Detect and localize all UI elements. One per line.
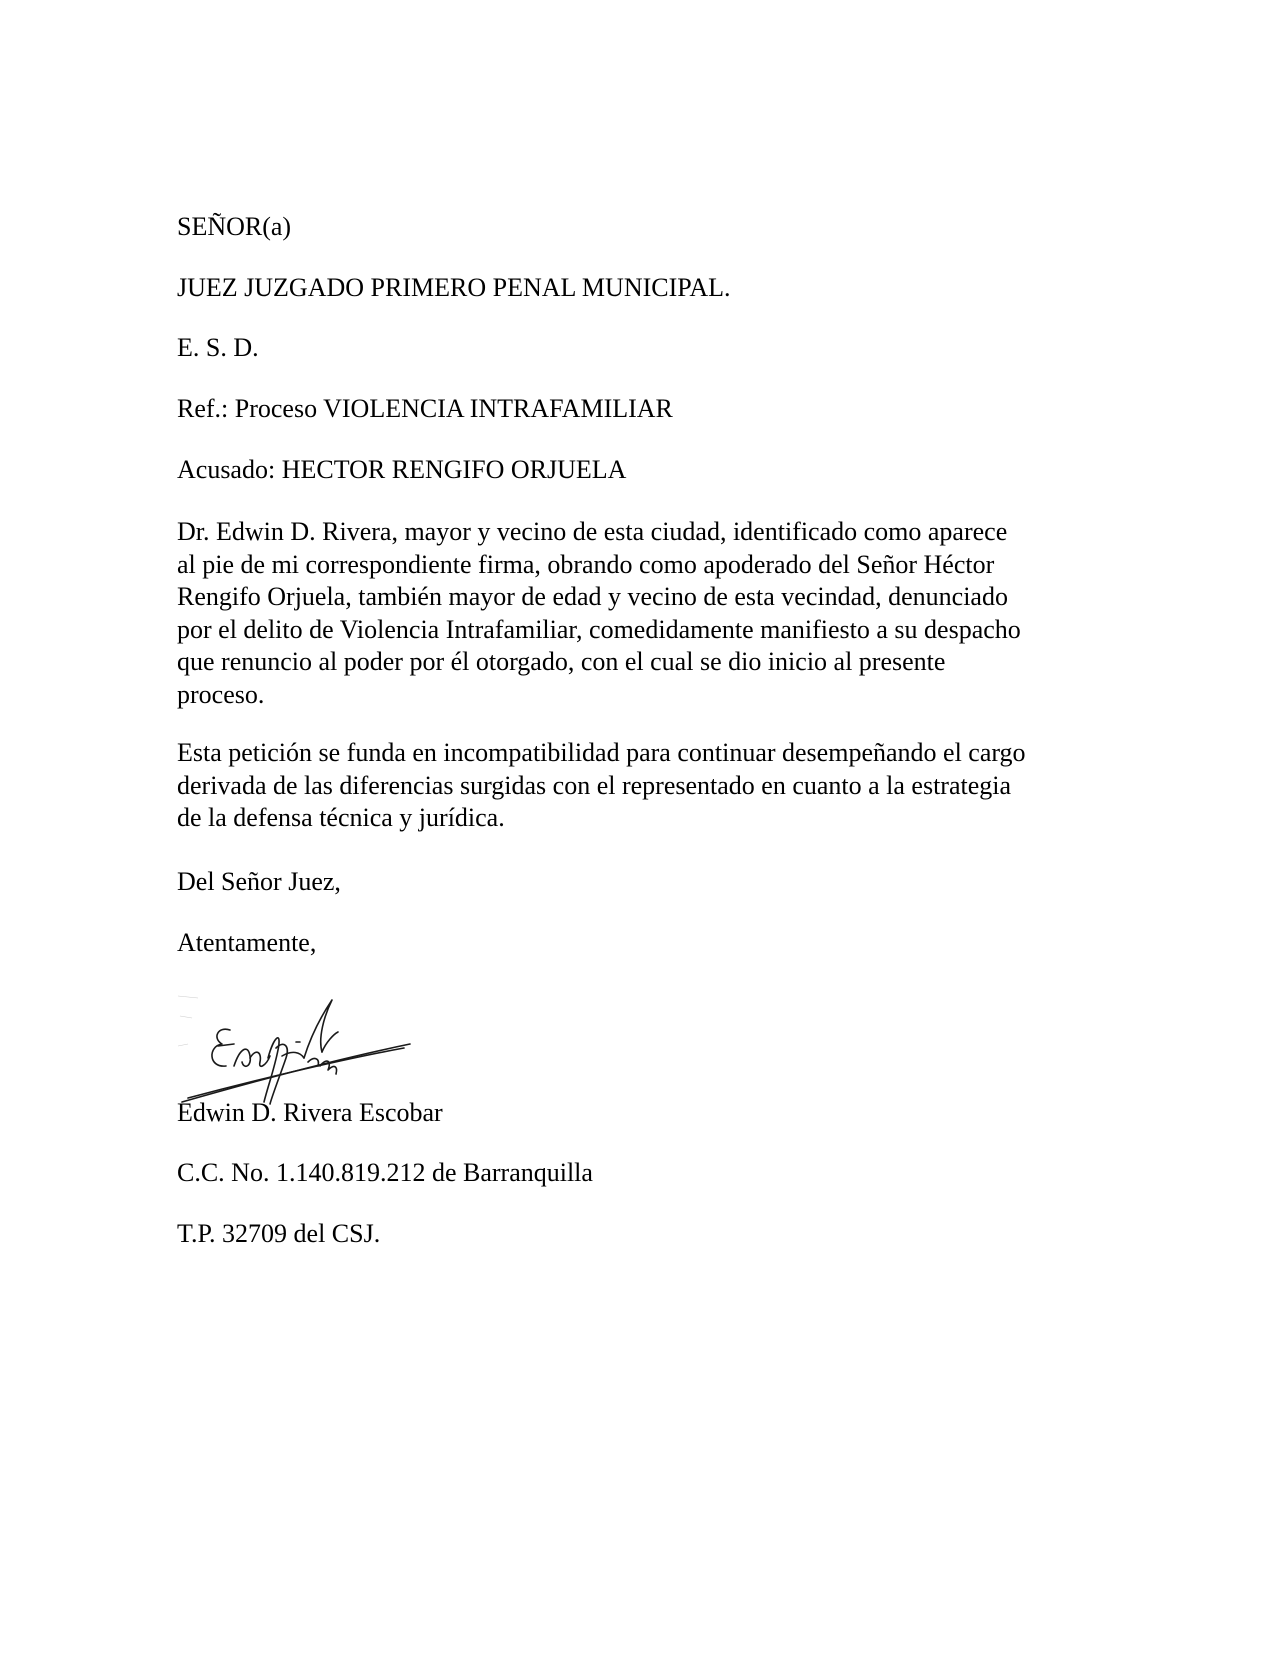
professional-card: T.P. 32709 del CSJ. — [177, 1219, 381, 1248]
accused-line: Acusado: HECTOR RENGIFO ORJUELA — [177, 455, 627, 484]
paragraph-line: proceso. — [177, 679, 265, 709]
paragraph-line: que renuncio al poder por él otorgado, con el cual se dio inicio al presente — [177, 647, 946, 676]
signature-icon — [178, 986, 418, 1106]
esd-line: E. S. D. — [177, 333, 259, 362]
paragraph-line: de la defensa técnica y jurídica. — [177, 803, 505, 832]
handwritten-signature — [178, 986, 418, 1106]
salutation: SEÑOR(a) — [177, 212, 292, 241]
reference-line: Ref.: Proceso VIOLENCIA INTRAFAMILIAR — [177, 394, 673, 423]
body-paragraph-1 — [177, 516, 1107, 711]
paragraph-line: Esta petición se funda en incompatibilidad para continuar desempeñando el cargo — [177, 738, 1026, 767]
paragraph-line: por el delito de Violencia Intrafamiliar, comedidamente manifiesto a su despacho — [177, 614, 1021, 644]
closing-line-1: Del Señor Juez, — [177, 867, 341, 896]
body-paragraph-2 — [177, 737, 1107, 835]
paragraph-line: Rengifo Orjuela, también mayor de edad y vecino de esta vecindad, denunciado — [177, 582, 1008, 611]
signer-name: Edwin D. Rivera Escobar — [177, 1098, 443, 1127]
paragraph-line: derivada de las diferencias surgidas con el representado en cuanto a la estrategia — [177, 770, 1012, 800]
paragraph-line: al pie de mi correspondiente firma, obrando como apoderado del Señor Héctor — [177, 549, 995, 579]
id-number: C.C. No. 1.140.819.212 de Barranquilla — [177, 1158, 593, 1187]
closing-line-2: Atentamente, — [177, 928, 317, 957]
recipient: JUEZ JUZGADO PRIMERO PENAL MUNICIPAL. — [177, 273, 731, 302]
paragraph-line: Dr. Edwin D. Rivera, mayor y vecino de esta ciudad, identificado como aparece — [177, 517, 1008, 546]
